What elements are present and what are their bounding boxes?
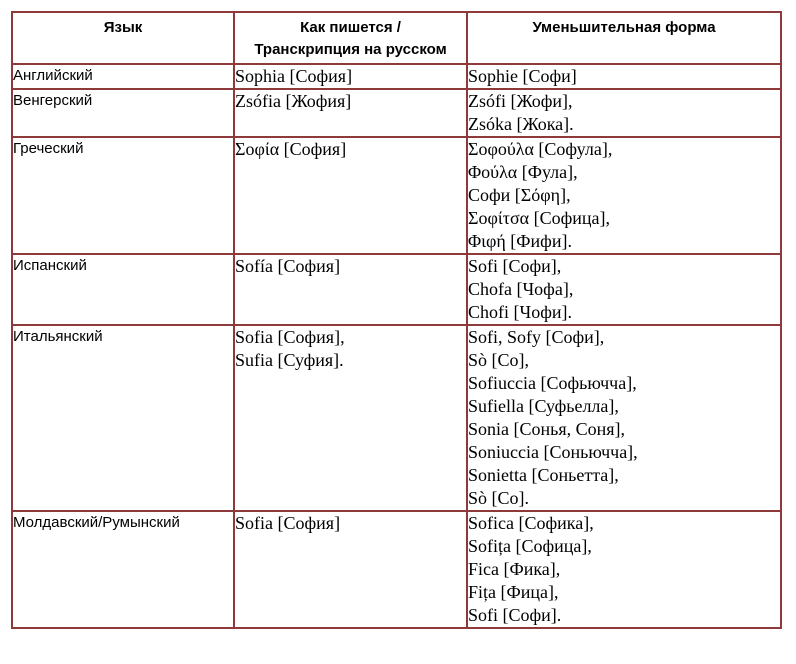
language-cell: Испанский <box>12 254 234 325</box>
diminutive-line: Zsóka [Жока]. <box>468 114 574 134</box>
spelling-line: Sophia [София] <box>235 66 353 86</box>
language-cell: Английский <box>12 64 234 89</box>
table-row <box>12 511 781 628</box>
spelling-line: Sofia [София] <box>235 513 341 533</box>
diminutive-cell <box>467 64 781 89</box>
diminutive-line: Sofi [Софи]. <box>468 605 562 625</box>
diminutive-line: Soniuccia [Соньючча], <box>468 442 638 462</box>
spelling-cell <box>234 64 467 89</box>
diminutive-line: Sofi [Софи], <box>468 256 562 276</box>
spelling-cell <box>234 325 467 511</box>
spelling-line: Zsófia [Жофия] <box>235 91 352 111</box>
diminutive-line: Φιφή [Фифи]. <box>468 231 572 251</box>
names-table <box>11 11 782 629</box>
diminutive-line: Sophie [Софи] <box>468 66 577 86</box>
diminutive-cell <box>467 511 781 628</box>
diminutive-line: Chofi [Чофи]. <box>468 302 572 322</box>
language-cell: Итальянский <box>12 325 234 511</box>
diminutive-line: Sò [Со], <box>468 350 530 370</box>
diminutive-line: Sofița [Софица], <box>468 536 592 556</box>
diminutive-line: Sufiella [Суфьелла], <box>468 396 619 416</box>
language-cell: Молдавский/Румынский <box>12 511 234 628</box>
diminutive-line: Sofica [Софика], <box>468 513 594 533</box>
diminutive-line: Σοφίτσα [Софица], <box>468 208 610 228</box>
table-row <box>12 325 781 511</box>
diminutive-cell <box>467 137 781 254</box>
spelling-line: Σοφία [София] <box>235 139 347 159</box>
diminutive-line: Sò [Со]. <box>468 488 530 508</box>
diminutive-line: Φούλα [Фула], <box>468 162 578 182</box>
diminutive-line: Fica [Фика], <box>468 559 561 579</box>
spelling-cell <box>234 254 467 325</box>
diminutive-line: Софи [Σόφη], <box>468 185 571 205</box>
header-language <box>12 12 234 64</box>
diminutive-line: Sonietta [Соньетта], <box>468 465 619 485</box>
spelling-cell <box>234 89 467 137</box>
language-cell: Венгерский <box>12 89 234 137</box>
header-spelling-line2: Транскрипция на русском <box>254 41 447 58</box>
header-diminutive <box>467 12 781 64</box>
diminutive-line: Zsófi [Жофи], <box>468 91 573 111</box>
table-row <box>12 137 781 254</box>
header-diminutive-label: Уменьшительная форма <box>532 19 716 36</box>
diminutive-line: Fița [Фица], <box>468 582 559 602</box>
diminutive-line: Sonia [Сонья, Соня], <box>468 419 626 439</box>
header-spelling-line1: Как пишется / <box>300 19 401 36</box>
diminutive-line: Sofi, Sofy [Софи], <box>468 327 605 347</box>
table-row <box>12 254 781 325</box>
header-spelling <box>234 12 467 64</box>
table-row <box>12 64 781 89</box>
spelling-line: Sofia [София], <box>235 327 345 347</box>
spelling-cell <box>234 137 467 254</box>
header-language-label: Язык <box>103 19 143 36</box>
table-body <box>12 64 781 628</box>
table-row <box>12 89 781 137</box>
diminutive-cell <box>467 254 781 325</box>
language-cell: Греческий <box>12 137 234 254</box>
diminutive-line: Σοφούλα [Софула], <box>468 139 613 159</box>
diminutive-cell <box>467 325 781 511</box>
diminutive-line: Chofa [Чофа], <box>468 279 574 299</box>
spelling-cell <box>234 511 467 628</box>
diminutive-line: Sofiuccia [Софьючча], <box>468 373 637 393</box>
header-row <box>12 12 781 64</box>
diminutive-cell <box>467 89 781 137</box>
spelling-line: Sufia [Суфия]. <box>235 350 344 370</box>
spelling-line: Sofía [София] <box>235 256 341 276</box>
